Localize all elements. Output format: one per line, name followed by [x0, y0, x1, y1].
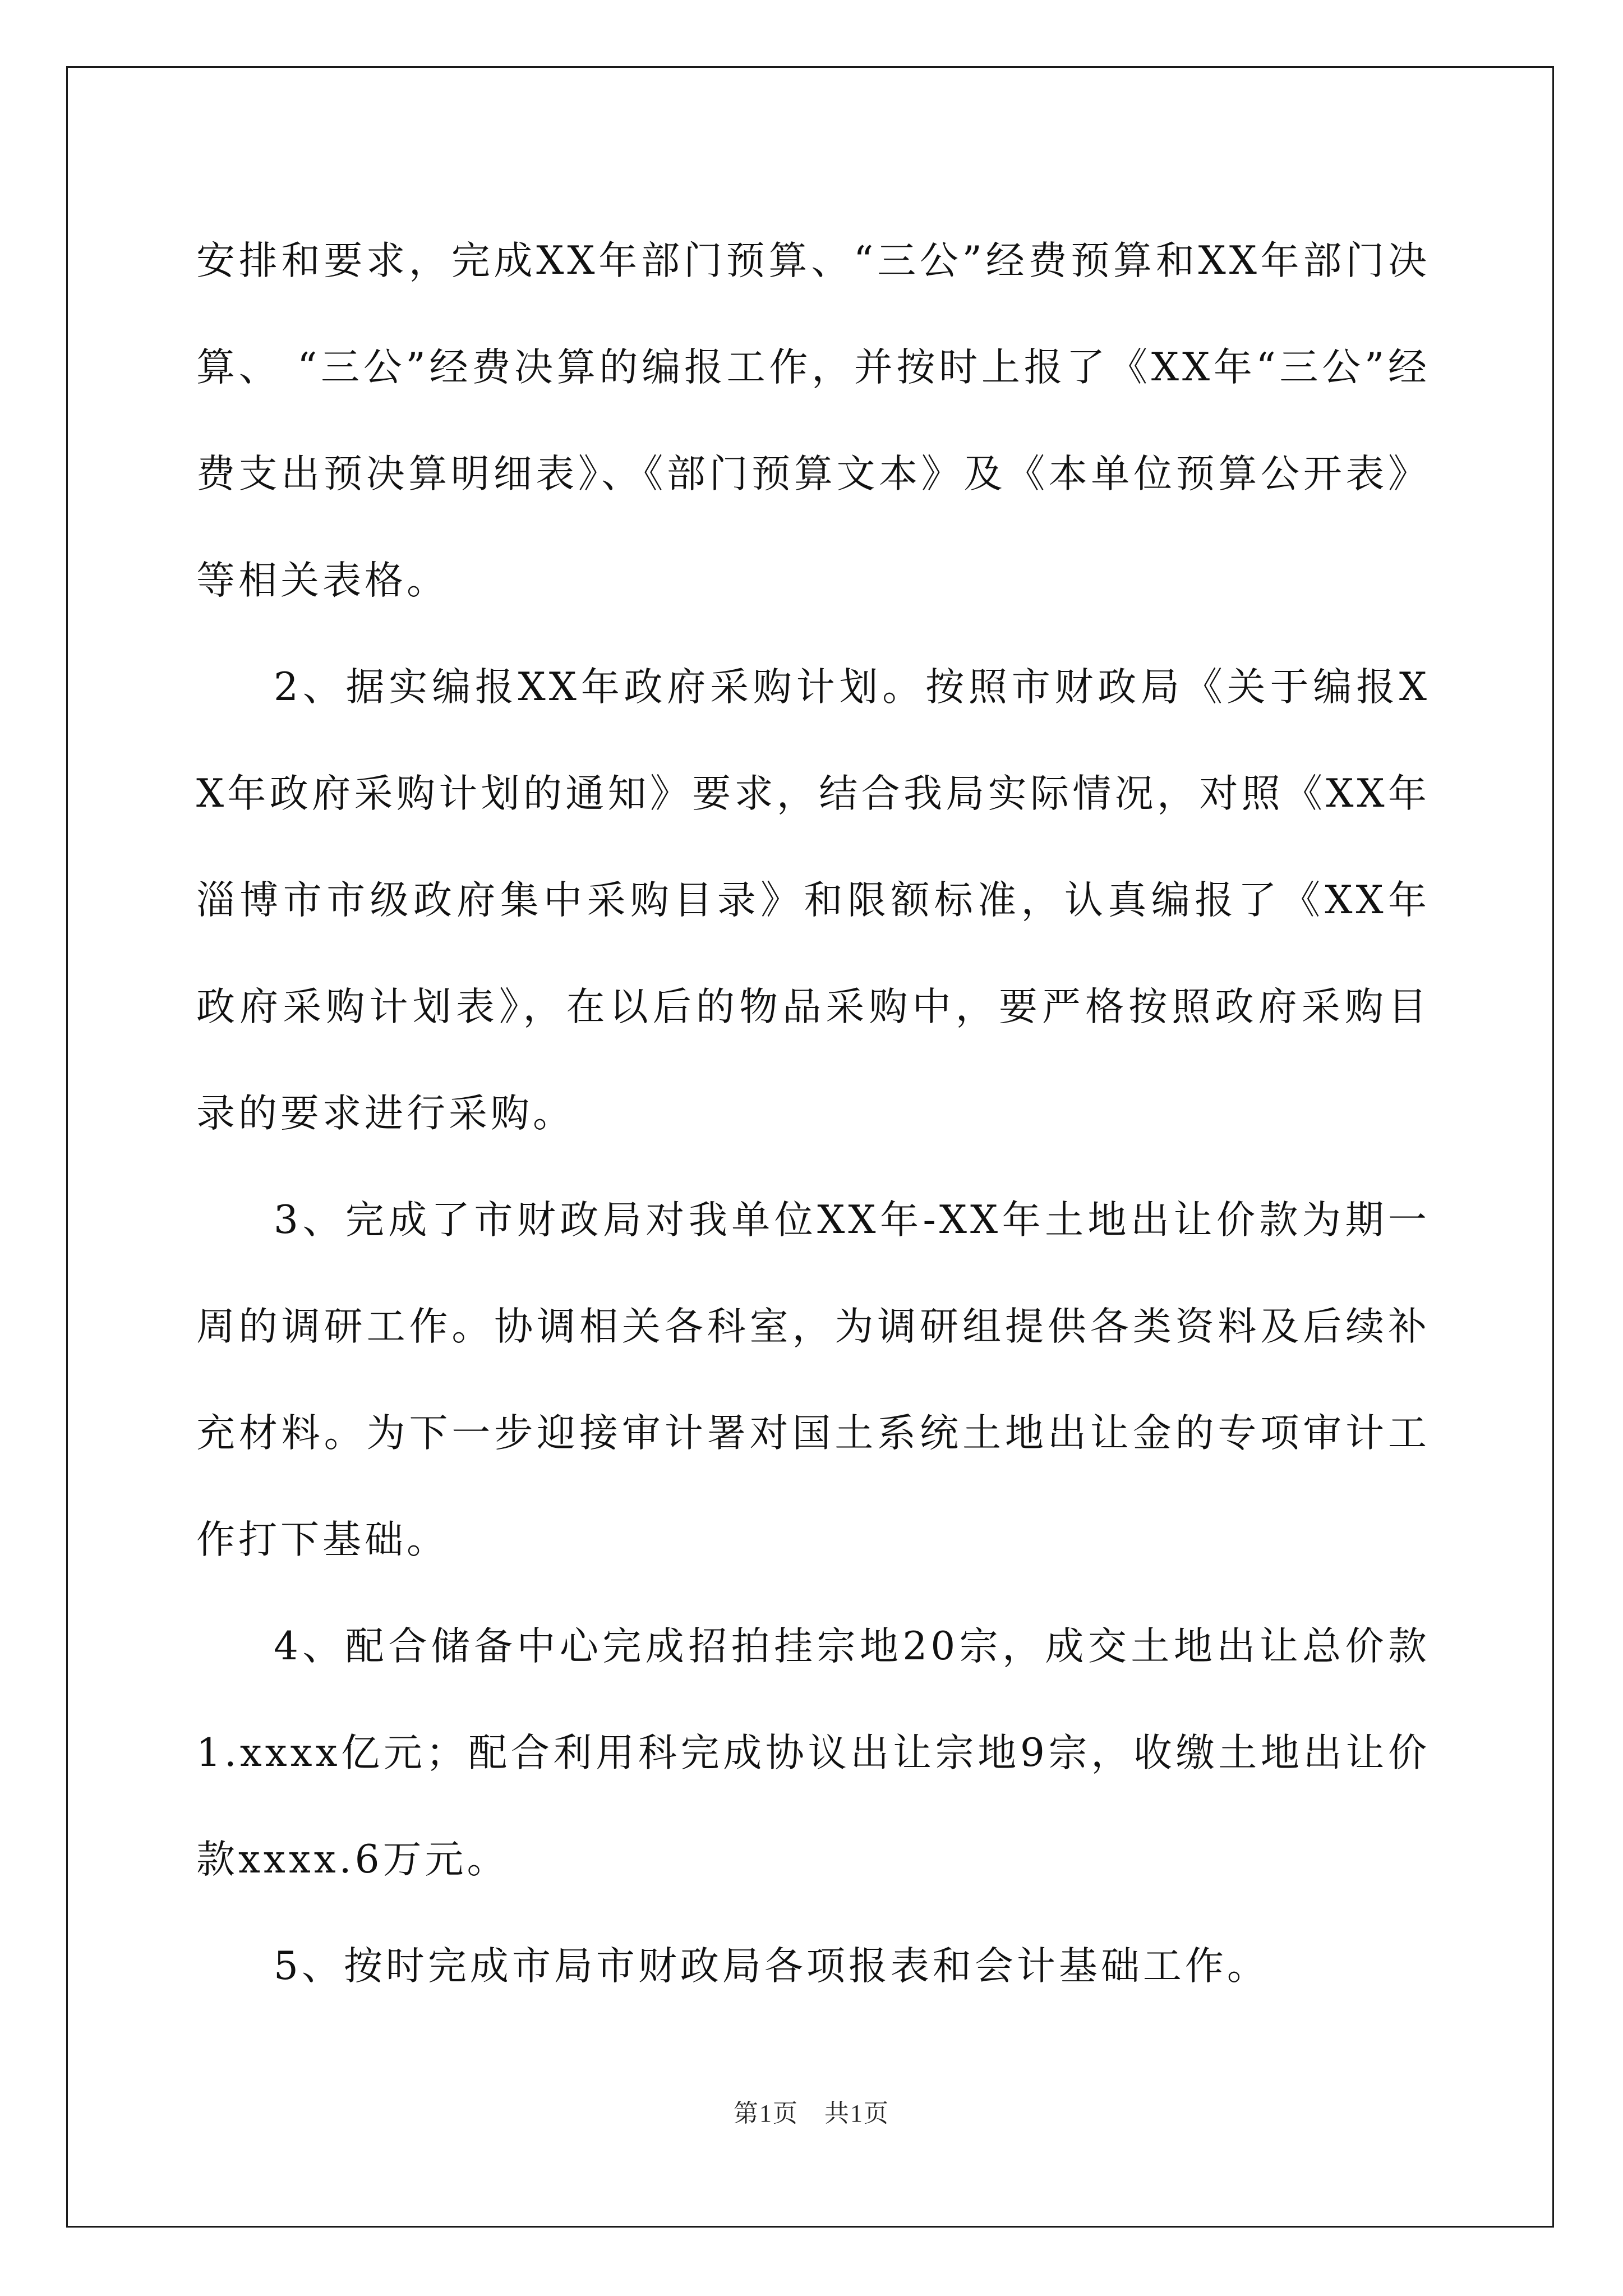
paragraph-item-5: 5、按时完成市局市财政局各项报表和会计基础工作。	[274, 1944, 1269, 1989]
document-body	[196, 208, 1430, 2019]
paragraph-item-3: 3、完成了市财政局对我单位XX年-XX年土地出让价款为期一周的调研工作。协调相关各科室，为调研组提供各类资料及后续补充材料。为下一步迎接审计署对国土系统土地出让金的专项审计工作打下基础。	[196, 1198, 1430, 1562]
paragraph-item-2: 2、据实编报XX年政府采购计划。按照市财政局《关于编报XX年政府采购计划的通知》要求，结合我局实际情况，对照《XX年淄博市市级政府集中采购目录》和限额标准，认真编报了《XX年政府采购计划表》，在以后的物品采购中，要严格按照政府采购目录的要求进行采购。	[196, 665, 1430, 1136]
page-number-footer: 第1页 共1页	[734, 2100, 889, 2127]
paragraph-item-4: 4、配合储备中心完成招拍挂宗地20宗，成交土地出让总价款1.xxxx亿元；配合利用科完成协议出让宗地9宗，收缴土地出让价款xxxx.6万元。	[196, 1624, 1430, 1882]
paragraph-continuation: 安排和要求，完成XX年部门预算、“三公”经费预算和XX年部门决算、 “三公”经费决算的编报工作，并按时上报了《XX年“三公”经费支出预决算明细表》、《部门预算文本》及《本单位预算公开表》等相关表格。	[196, 238, 1430, 603]
